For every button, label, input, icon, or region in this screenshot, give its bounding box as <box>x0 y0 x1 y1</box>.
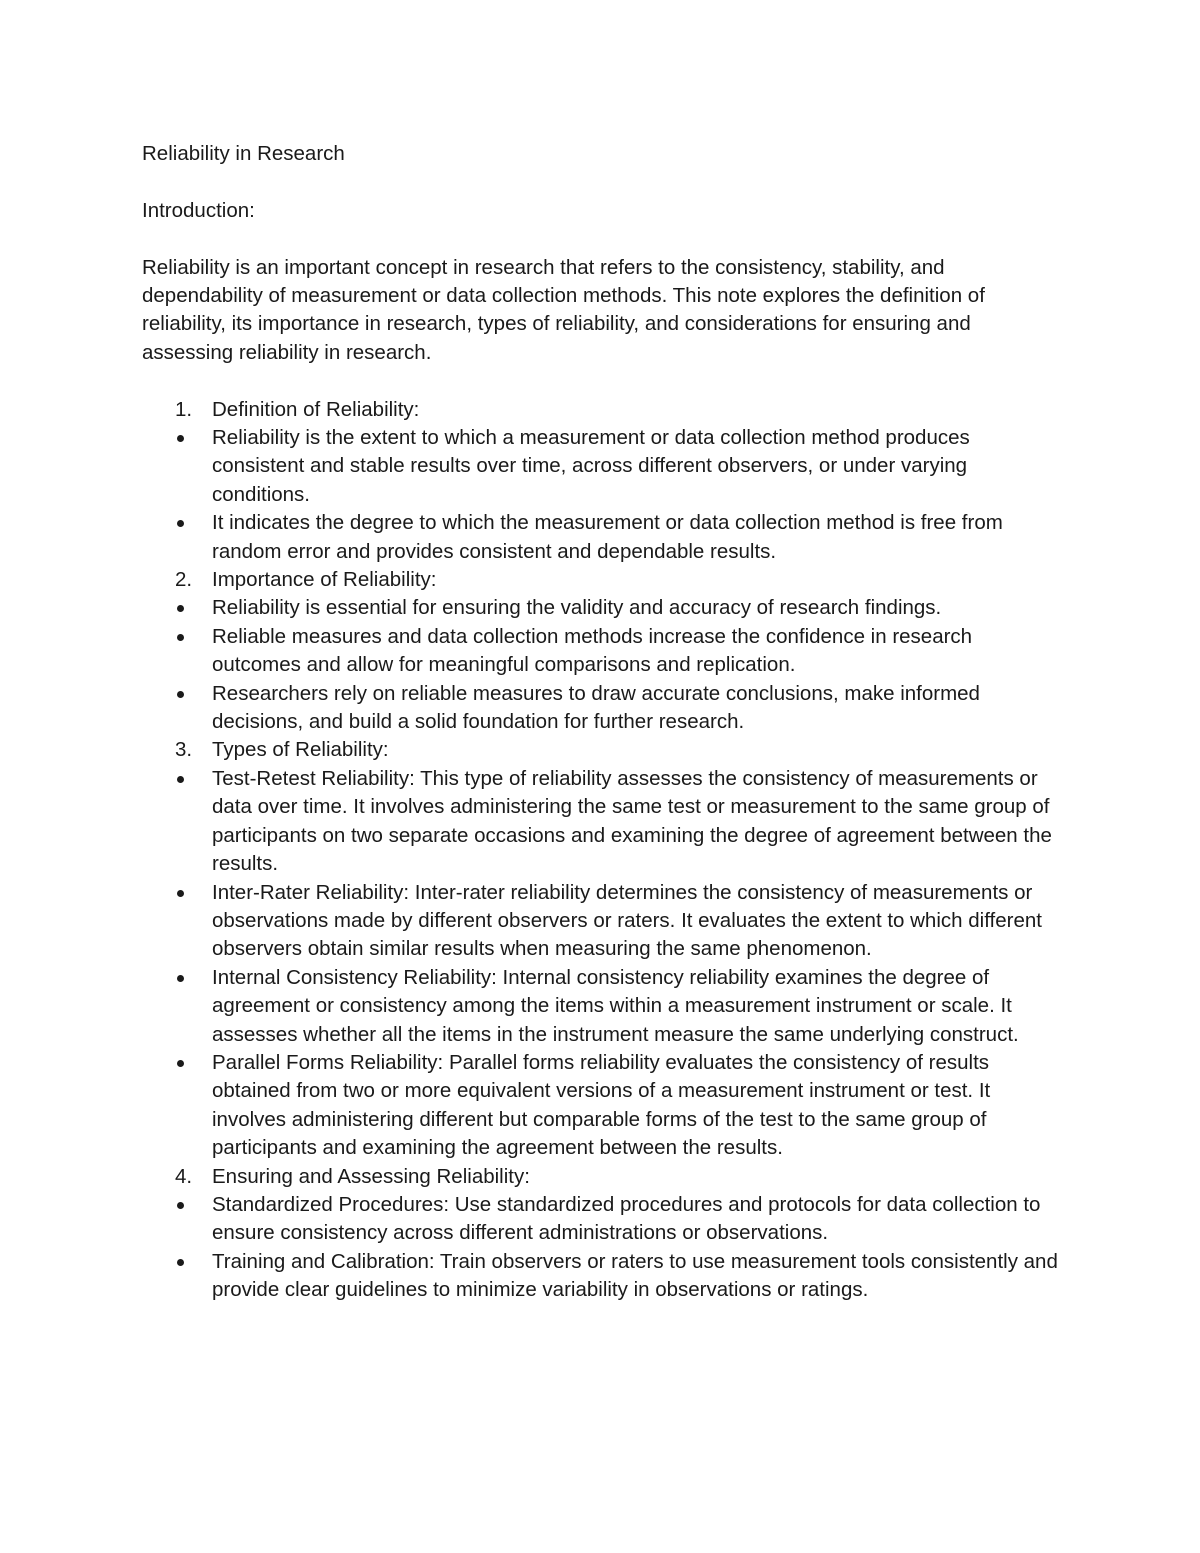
section-heading <box>142 566 1062 594</box>
list-item <box>142 509 1062 566</box>
list-item-text: Reliability is essential for ensuring the validity and accuracy of research findings. <box>212 596 942 620</box>
list-item-text: Internal Consistency Reliability: Internal consistency reliability examines the degree of agreement or consistency among the items within a measurement instrument or scale. It assesses whether all the items in the instrument measure the same underlying construct. <box>212 965 1019 1046</box>
bullet-icon <box>177 975 184 982</box>
list-item <box>142 1191 1062 1248</box>
bullet-icon <box>177 1259 184 1266</box>
list-item-text: Parallel Forms Reliability: Parallel forms reliability evaluates the consistency of results obtained from two or more equivalent versions of a measurement instrument or test. It involves administering different but comparable forms of the test to the same group of participants and examining the agreement between the results. <box>212 1050 991 1160</box>
list-item-text: Standardized Procedures: Use standardized procedures and protocols for data collection to ensure consistency across different administrations or observations. <box>212 1192 1041 1245</box>
section-heading-text: Definition of Reliability: <box>212 397 420 421</box>
bullet-icon <box>177 605 184 612</box>
list-item-text: Inter-Rater Reliability: Inter-rater reliability determines the consistency of measurements or observations made by different observers or raters. It evaluates the extent to which different observers obtain similar results when measuring the same phenomenon. <box>212 880 1042 961</box>
section-heading-text: Ensuring and Assessing Reliability: <box>212 1164 530 1188</box>
list-item-text: It indicates the degree to which the measurement or data collection method is free from random error and provides consistent and dependable results. <box>212 511 1003 563</box>
intro-heading: Introduction: <box>142 198 255 222</box>
intro-paragraph: Reliability is an important concept in research that refers to the consistency, stability, and dependability of measurement or data collection methods. This note explores the definition of reliability, its importance in research, types of reliability, and considerations for ensuring and assessing reliability in research. <box>142 255 985 364</box>
list-item <box>142 879 1062 964</box>
section-number: 4. <box>175 1164 193 1188</box>
list-item <box>142 964 1062 1049</box>
list-item <box>142 623 1062 680</box>
bullet-icon <box>177 776 184 783</box>
list-item-text: Reliability is the extent to which a measurement or data collection method produces consistent and stable results over time, across different observers, or under varying conditions. <box>212 426 970 506</box>
bullet-icon <box>177 691 184 698</box>
document-title: Reliability in Research <box>142 142 345 165</box>
list-item-text: Training and Calibration: Train observers or raters to use measurement tools consistently and provide clear guidelines to minimize variability in observations or ratings. <box>212 1249 1058 1302</box>
bullet-icon <box>177 435 184 442</box>
section-heading-text: Importance of Reliability: <box>212 568 437 592</box>
section-number: 1. <box>175 397 193 421</box>
section-heading <box>142 736 1062 764</box>
section-number: 3. <box>175 738 193 762</box>
section-heading-text: Types of Reliability: <box>212 738 389 762</box>
list-item-text: Researchers rely on reliable measures to draw accurate conclusions, make informed decisions, and build a solid foundation for further research. <box>212 681 980 734</box>
list-item <box>142 680 1062 737</box>
bullet-icon <box>177 1202 184 1209</box>
section-heading <box>142 1163 1062 1191</box>
list-item <box>142 424 1062 509</box>
list-item <box>142 594 1062 622</box>
bullet-icon <box>177 520 184 527</box>
list-item-text: Test-Retest Reliability: This type of reliability assesses the consistency of measurements or data over time. It involves administering the same test or measurement to the same group of participants on two separate occasions and examining the degree of agreement between the results. <box>212 766 1052 876</box>
bullet-icon <box>177 890 184 897</box>
document-body <box>142 140 1062 1305</box>
section-number: 2. <box>175 568 193 592</box>
list-item-text: Reliable measures and data collection methods increase the confidence in research outcomes and allow for meaningful comparisons and replication. <box>212 624 973 677</box>
section-list <box>142 396 1062 1305</box>
section-heading <box>142 396 1062 424</box>
list-item <box>142 765 1062 879</box>
list-item <box>142 1248 1062 1305</box>
list-item <box>142 1049 1062 1163</box>
bullet-icon <box>177 634 184 641</box>
bullet-icon <box>177 1060 184 1067</box>
